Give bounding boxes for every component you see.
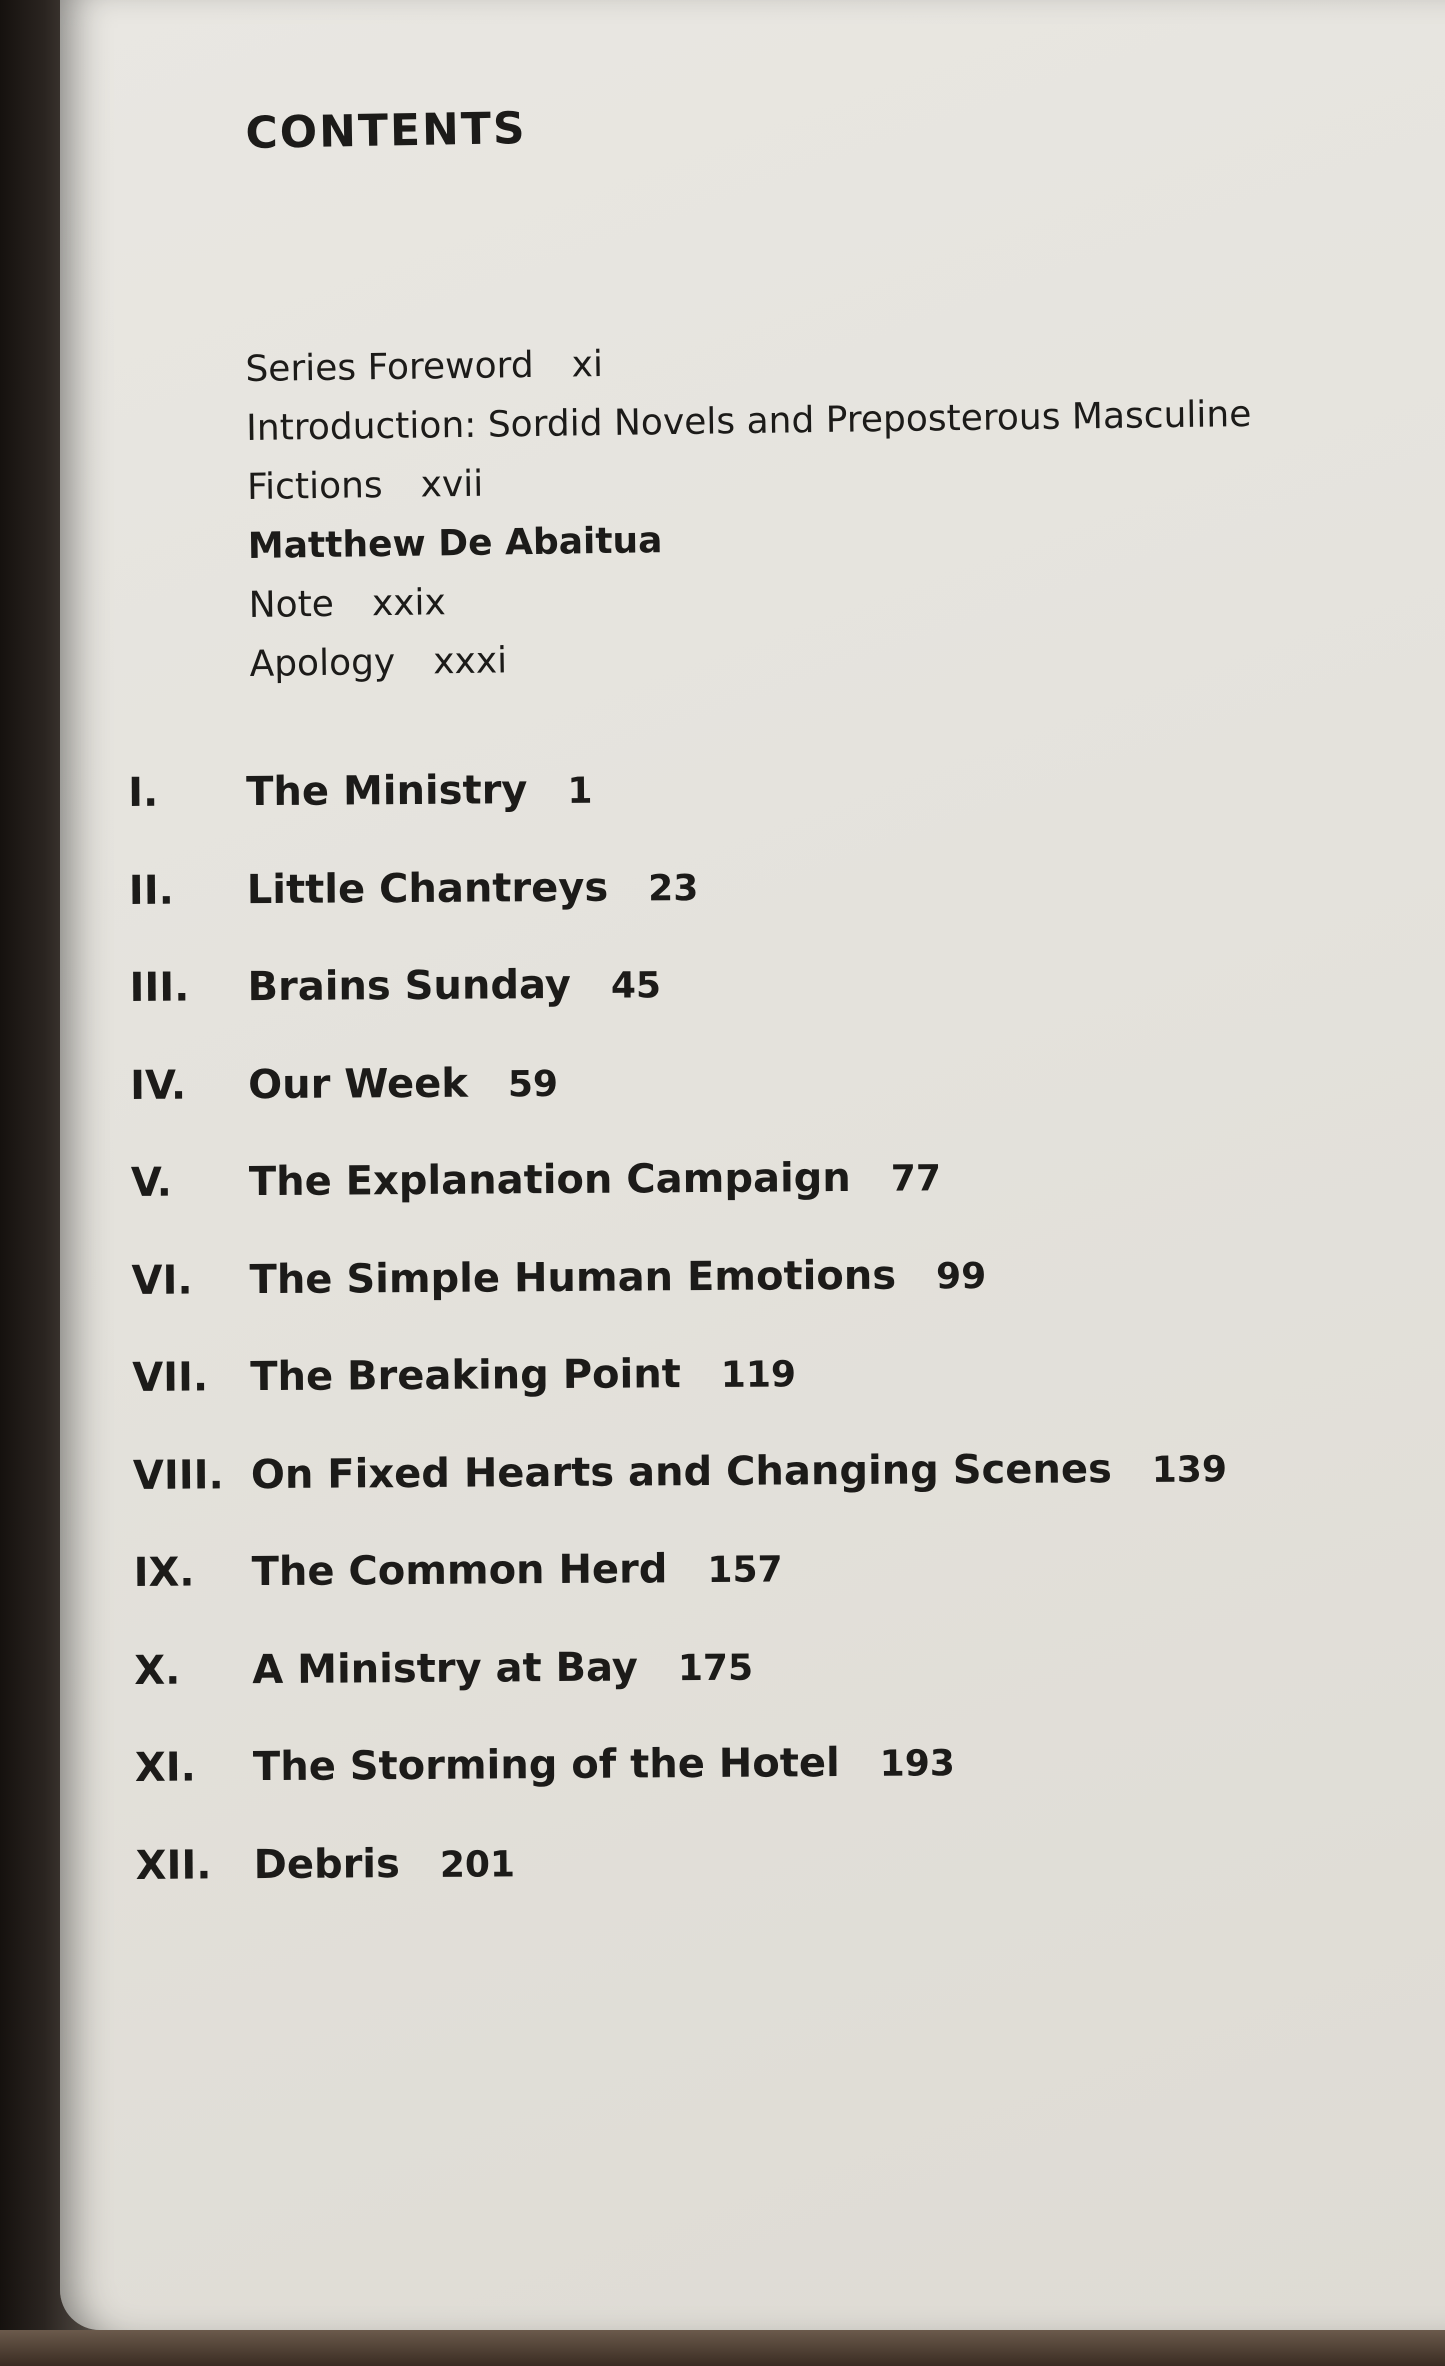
- chapter-entry: [132, 1347, 1333, 1453]
- chapter-number: IV.: [130, 1062, 187, 1109]
- chapter-number: VIII.: [132, 1451, 224, 1499]
- chapter-page: 193: [879, 1743, 956, 1785]
- chapter-entry: [131, 1152, 1332, 1258]
- chapter-page: 157: [707, 1549, 783, 1591]
- chapter-title: A Ministry at Bay: [252, 1643, 639, 1693]
- chapter-title: The Simple Human Emotions: [249, 1252, 897, 1303]
- chapter-title: The Common Herd: [251, 1546, 668, 1596]
- chapter-number: IX.: [133, 1549, 195, 1596]
- chapter-entry: [131, 1249, 1332, 1355]
- chapter-page: 59: [507, 1063, 559, 1105]
- front-matter-page: xxxi: [432, 640, 508, 683]
- chapter-title: The Explanation Campaign: [248, 1154, 851, 1206]
- chapter-title: The Ministry: [245, 767, 528, 816]
- chapter-number: XII.: [135, 1841, 212, 1889]
- chapter-page: 139: [1151, 1448, 1228, 1491]
- chapter-number: X.: [134, 1647, 181, 1694]
- chapter-page: 201: [439, 1843, 516, 1886]
- chapter-entry: [135, 1834, 1336, 1940]
- contents-heading: CONTENTS: [245, 103, 527, 159]
- front-matter-page: xi: [571, 344, 604, 386]
- chapter-entry: [133, 1542, 1334, 1648]
- front-matter-title: Fictions: [246, 465, 383, 508]
- chapter-number: V.: [130, 1159, 173, 1206]
- front-matter-title: Note: [248, 583, 335, 626]
- table-surface: [0, 2330, 1445, 2366]
- chapter-title: Our Week: [248, 1060, 469, 1108]
- chapter-page: 99: [935, 1255, 987, 1297]
- chapter-number: I.: [128, 769, 159, 816]
- chapter-entry: [129, 859, 1330, 965]
- front-matter-page: xxix: [371, 582, 447, 625]
- chapter-title: The Breaking Point: [250, 1351, 682, 1401]
- chapter-title: On Fixed Hearts and Changing Scenes: [250, 1445, 1112, 1498]
- front-matter-list: [245, 326, 1250, 694]
- chapter-title: Little Chantreys: [246, 864, 609, 913]
- chapter-list: [128, 762, 1336, 1940]
- chapter-page: 175: [677, 1647, 754, 1689]
- chapter-page: 77: [890, 1158, 942, 1200]
- chapter-entry: [129, 957, 1330, 1063]
- chapter-number: II.: [128, 867, 174, 914]
- chapter-entry: [130, 1054, 1331, 1160]
- chapter-title: Brains Sunday: [247, 961, 572, 1011]
- chapter-number: VI.: [131, 1257, 193, 1304]
- chapter-page: 119: [720, 1354, 797, 1396]
- front-matter-title: Apology: [249, 641, 396, 685]
- front-matter-page: xvii: [420, 463, 484, 506]
- chapter-entry: [128, 762, 1329, 868]
- chapter-entry: [134, 1639, 1335, 1745]
- front-matter-title: Series Foreword: [245, 344, 534, 390]
- chapter-number: VII.: [132, 1354, 209, 1401]
- front-matter-title: Introduction: Sordid Novels and Preposterous Masculine: [245, 393, 1252, 449]
- chapter-entry: [135, 1737, 1336, 1843]
- chapter-number: XI.: [134, 1744, 197, 1791]
- chapter-title: The Storming of the Hotel: [252, 1740, 840, 1791]
- chapter-entry: [133, 1444, 1334, 1550]
- chapter-page: 45: [610, 965, 662, 1007]
- chapter-page: 23: [648, 867, 699, 909]
- front-matter-title: Matthew De Abaitua: [247, 520, 663, 567]
- chapter-number: III.: [129, 964, 190, 1011]
- chapter-title: Debris: [253, 1840, 401, 1888]
- chapter-page: 1: [567, 770, 593, 812]
